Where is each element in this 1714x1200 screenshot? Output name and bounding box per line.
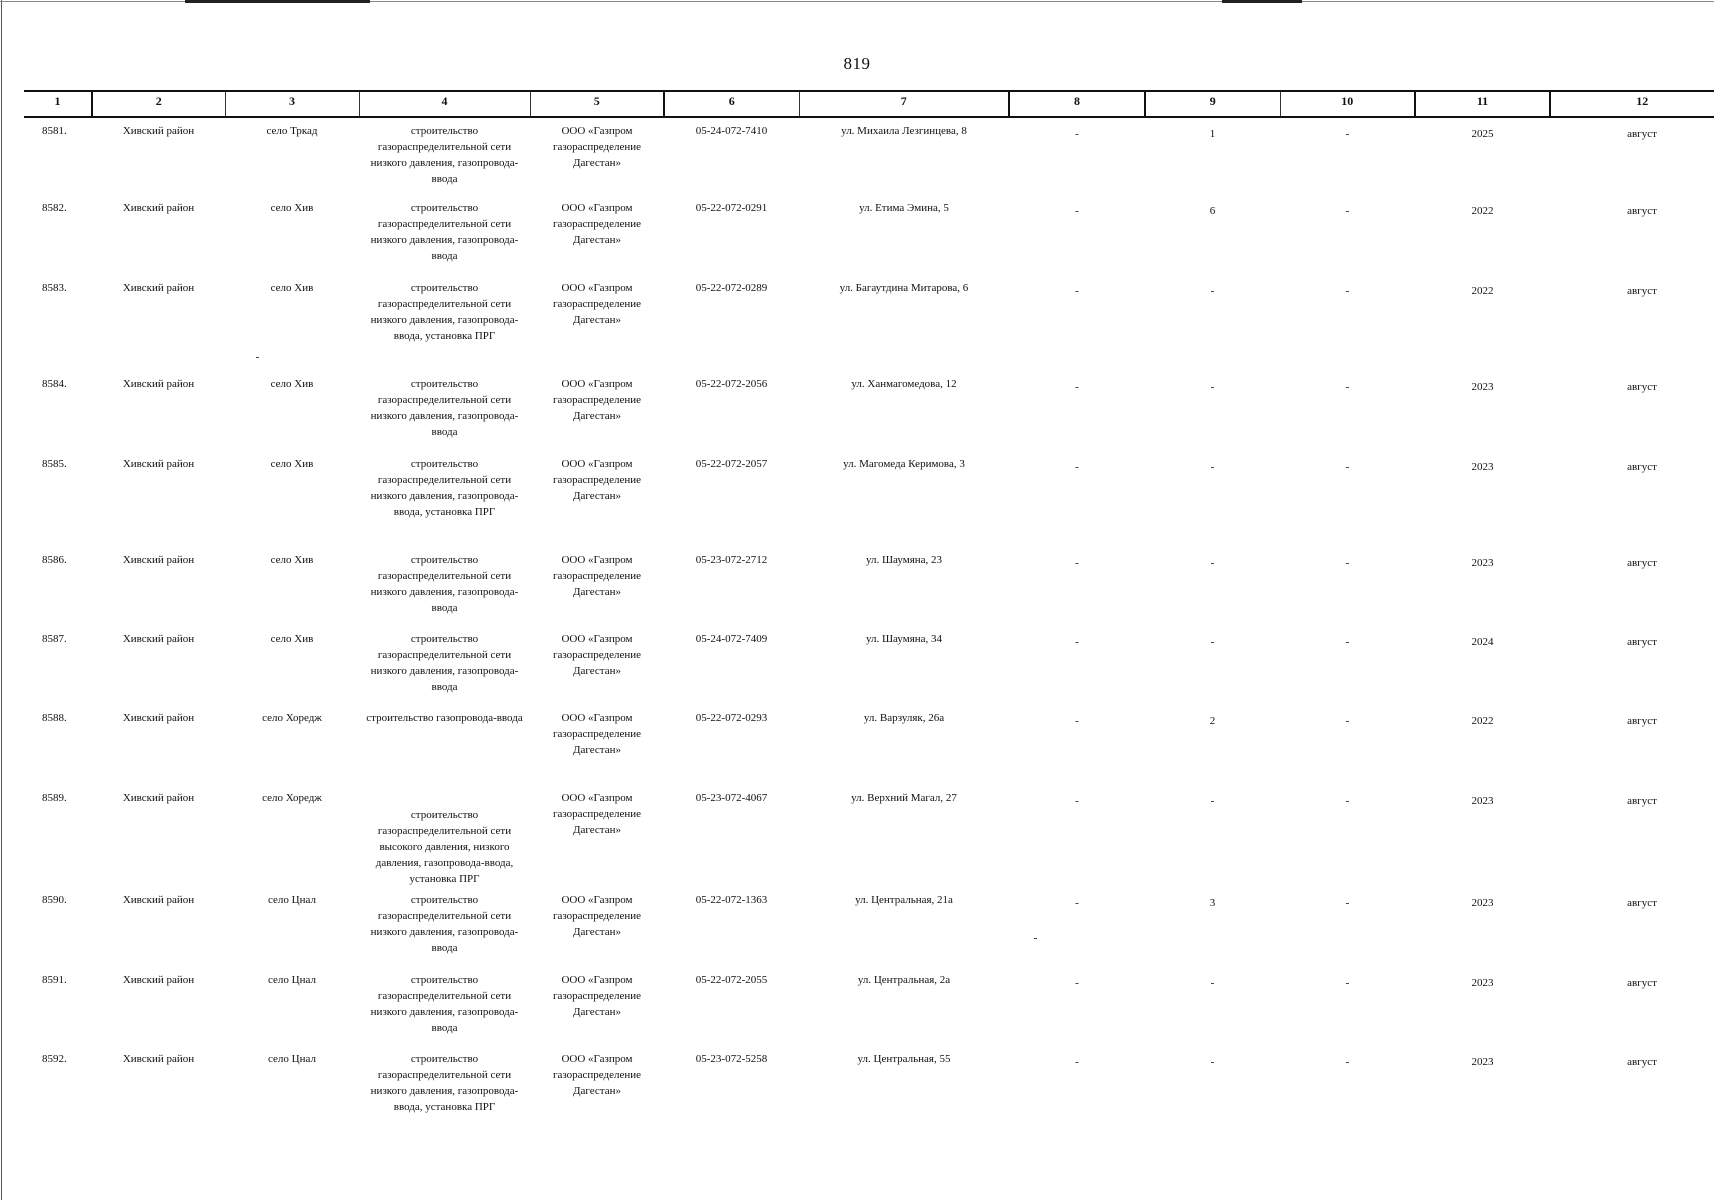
work-description: строительство газораспределительной сети низкого давления, газопровода-ввода — [370, 202, 519, 262]
col9-value: 6 — [1209, 205, 1216, 217]
address: ул. Центральная, 21а — [855, 894, 953, 906]
district: Хивский район — [122, 792, 195, 804]
work-description: строительство газораспределительной сети низкого давления, газопровода-ввода — [370, 633, 519, 693]
col-header-8: 8 — [1009, 91, 1145, 117]
district: Хивский район — [122, 712, 195, 724]
table-row — [24, 626, 1714, 705]
district: Хивский район — [122, 282, 195, 294]
row-number: 8583. — [42, 282, 67, 294]
col10-value: - — [1345, 715, 1350, 727]
organization: ООО «Газпром газораспределение Дагестан» — [552, 712, 642, 756]
address: ул. Багаутдина Митарова, 6 — [839, 282, 969, 294]
settlement: село Хив — [270, 633, 314, 645]
month: август — [1627, 715, 1657, 727]
col-header-10: 10 — [1280, 91, 1415, 117]
row-number: 8585. — [42, 458, 67, 470]
object-code: 05-23-072-4067 — [695, 792, 768, 804]
row-number: 8589. — [42, 792, 67, 804]
address: ул. Магомеда Керимова, 3 — [843, 458, 965, 470]
settlement: село Хив — [270, 554, 314, 566]
year: 2023 — [1471, 977, 1494, 989]
month: август — [1627, 977, 1657, 989]
month: август — [1627, 461, 1657, 473]
month: август — [1627, 1056, 1657, 1068]
object-code: 05-23-072-5258 — [695, 1053, 768, 1065]
settlement: село Хив — [270, 202, 314, 214]
year: 2023 — [1471, 461, 1494, 473]
year: 2022 — [1471, 205, 1494, 217]
year: 2023 — [1471, 897, 1494, 909]
district: Хивский район — [122, 894, 195, 906]
row-number: 8582. — [42, 202, 67, 214]
col10-value: - — [1345, 897, 1350, 909]
settlement: село Хоредж — [262, 792, 322, 804]
month: август — [1627, 285, 1657, 297]
col-header-6: 6 — [664, 91, 799, 117]
table-row — [24, 547, 1714, 626]
col9-value: - — [1210, 1056, 1215, 1068]
col8-value: - — [1075, 557, 1079, 569]
district: Хивский район — [122, 458, 195, 470]
work-description: строительство газораспределительной сети низкого давления, газопровода-ввода — [370, 974, 519, 1034]
col10-value: - — [1345, 1056, 1350, 1068]
work-description: строительство газораспределительной сети низкого давления, газопровода-ввода — [370, 894, 519, 954]
month: август — [1627, 636, 1657, 648]
scan-border-left — [1, 0, 2, 1200]
object-code: 05-22-072-0289 — [695, 282, 768, 294]
organization: ООО «Газпром газораспределение Дагестан» — [552, 125, 642, 169]
row-number: 8584. — [42, 378, 67, 390]
year: 2023 — [1471, 1056, 1494, 1068]
settlement: село Цнал — [268, 974, 316, 986]
table-row — [24, 887, 1714, 967]
col8-value: - — [1075, 461, 1079, 473]
month: август — [1627, 557, 1657, 569]
month: август — [1627, 381, 1657, 393]
month: август — [1627, 897, 1657, 909]
col9-value: - — [1210, 977, 1215, 989]
organization: ООО «Газпром газораспределение Дагестан» — [552, 894, 642, 938]
district: Хивский район — [122, 633, 195, 645]
row-number: 8586. — [42, 554, 67, 566]
col-header-5: 5 — [530, 91, 664, 117]
header-row — [24, 91, 1714, 117]
month: август — [1627, 795, 1657, 807]
settlement: село Цнал — [268, 894, 316, 906]
organization: ООО «Газпром газораспределение Дагестан» — [552, 554, 642, 598]
table-row — [24, 275, 1714, 371]
year: 2023 — [1471, 795, 1494, 807]
col9-value: - — [1210, 461, 1215, 473]
col-header-12: 12 — [1550, 91, 1714, 117]
col8-value: - — [1075, 285, 1079, 297]
settlement: село Хив — [270, 378, 314, 390]
col10-value: - — [1345, 977, 1350, 989]
address: ул. Михаила Лезгинцева, 8 — [841, 125, 967, 137]
work-description: строительство газопровода-ввода — [366, 712, 523, 724]
address: ул. Ханмагомедова, 12 — [851, 378, 957, 390]
work-description: строительство газораспределительной сети низкого давления, газопровода-ввода — [370, 125, 519, 185]
district: Хивский район — [122, 554, 195, 566]
col8-value: - — [1075, 795, 1079, 807]
object-code: 05-22-072-2055 — [695, 974, 768, 986]
organization: ООО «Газпром газораспределение Дагестан» — [552, 633, 642, 677]
col-header-9: 9 — [1145, 91, 1280, 117]
col10-value: - — [1345, 381, 1350, 393]
table-row — [24, 451, 1714, 547]
col8-value: - — [1075, 205, 1079, 217]
organization: ООО «Газпром газораспределение Дагестан» — [552, 974, 642, 1018]
table-row — [24, 967, 1714, 1046]
col9-value: - — [1210, 557, 1215, 569]
object-code: 05-22-072-2057 — [695, 458, 768, 470]
table-row — [24, 785, 1714, 887]
col10-value: - — [1345, 795, 1350, 807]
object-code: 05-24-072-7409 — [695, 633, 768, 645]
settlement: село Цнал — [268, 1053, 316, 1065]
work-description: строительство газораспределительной сети низкого давления, газопровода-ввода, установка ПРГ — [370, 282, 519, 342]
col10-value: - — [1345, 205, 1350, 217]
year: 2022 — [1471, 285, 1494, 297]
page-number: 819 — [843, 54, 871, 73]
col9-value: - — [1210, 636, 1215, 648]
table-row — [24, 195, 1714, 275]
row-number: 8587. — [42, 633, 67, 645]
district: Хивский район — [122, 1053, 195, 1065]
year: 2023 — [1471, 557, 1494, 569]
settlement: село Хоредж — [262, 712, 322, 724]
col9-value: 1 — [1209, 128, 1216, 140]
row-number: 8588. — [42, 712, 67, 724]
address: ул. Центральная, 55 — [857, 1053, 951, 1065]
object-code: 05-24-072-7410 — [695, 125, 768, 137]
work-description: строительство газораспределительной сети низкого давления, газопровода-ввода, установка ПРГ — [370, 458, 519, 518]
col8-value: - — [1075, 897, 1079, 909]
table-row — [24, 1046, 1714, 1142]
col8-value: - — [1075, 381, 1079, 393]
col-header-1: 1 — [24, 91, 92, 117]
col8-value: - — [1075, 977, 1079, 989]
work-description: строительство газораспределительной сети низкого давления, газопровода-ввода — [370, 378, 519, 438]
address: ул. Етима Эмина, 5 — [859, 202, 949, 214]
col9-value: - — [1210, 381, 1215, 393]
work-description: строительство газораспределительной сети низкого давления, газопровода-ввода — [370, 554, 519, 614]
organization: ООО «Газпром газораспределение Дагестан» — [552, 202, 642, 246]
col10-value: - — [1345, 461, 1350, 473]
col-header-4: 4 — [359, 91, 530, 117]
district: Хивский район — [122, 974, 195, 986]
col10-value: - — [1345, 557, 1350, 569]
work-description: строительство газораспределительной сети низкого давления, газопровода-ввода, установка ПРГ — [370, 1053, 519, 1113]
col-header-11: 11 — [1415, 91, 1550, 117]
object-code: 05-23-072-2712 — [695, 554, 768, 566]
settlement: село Хив — [270, 282, 314, 294]
col8-value: - — [1075, 636, 1079, 648]
col10-value: - — [1345, 285, 1350, 297]
address: ул. Варзуляк, 26а — [863, 712, 945, 724]
col8-value: - — [1075, 1056, 1079, 1068]
address: ул. Шаумяна, 34 — [865, 633, 943, 645]
year: 2022 — [1471, 715, 1494, 727]
year: 2023 — [1471, 381, 1494, 393]
month: август — [1627, 128, 1657, 140]
scan-mark — [185, 0, 370, 3]
object-code: 05-22-072-0291 — [695, 202, 768, 214]
organization: ООО «Газпром газораспределение Дагестан» — [552, 282, 642, 326]
row-number: 8591. — [42, 974, 67, 986]
district: Хивский район — [122, 125, 195, 137]
address: ул. Верхний Магал, 27 — [851, 792, 957, 804]
registry-table — [24, 90, 1714, 1142]
organization: ООО «Газпром газораспределение Дагестан» — [552, 792, 642, 836]
settlement: село Хив — [270, 458, 314, 470]
col9-value: - — [1210, 795, 1215, 807]
col8-value: - — [1075, 128, 1079, 140]
col10-value: - — [1345, 128, 1350, 140]
district: Хивский район — [122, 202, 195, 214]
col10-value: - — [1345, 636, 1350, 648]
object-code: 05-22-072-0293 — [695, 712, 768, 724]
organization: ООО «Газпром газораспределение Дагестан» — [552, 378, 642, 422]
district: Хивский район — [122, 378, 195, 390]
work-description: строительство газораспределительной сети высокого давления, низкого давления, газопровода-ввода, установка ПРГ — [375, 809, 514, 885]
table-row — [24, 371, 1714, 451]
object-code: 05-22-072-1363 — [695, 894, 768, 906]
row-number: 8581. — [42, 125, 67, 137]
col-header-3: 3 — [225, 91, 359, 117]
organization: ООО «Газпром газораспределение Дагестан» — [552, 1053, 642, 1097]
year: 2024 — [1471, 636, 1494, 648]
col9-value: - — [1210, 285, 1215, 297]
table-row — [24, 117, 1714, 195]
month: август — [1627, 205, 1657, 217]
year: 2025 — [1471, 128, 1494, 140]
address: ул. Шаумяна, 23 — [865, 554, 943, 566]
row-number: 8592. — [42, 1053, 67, 1065]
object-code: 05-22-072-2056 — [695, 378, 768, 390]
settlement: село Тркад — [266, 125, 318, 137]
col9-value: 3 — [1209, 897, 1216, 909]
address: ул. Центральная, 2а — [857, 974, 951, 986]
col-header-7: 7 — [799, 91, 1009, 117]
organization: ООО «Газпром газораспределение Дагестан» — [552, 458, 642, 502]
col8-value: - — [1075, 715, 1079, 727]
table-row — [24, 705, 1714, 785]
col-header-2: 2 — [92, 91, 225, 117]
row-number: 8590. — [42, 894, 67, 906]
col9-value: 2 — [1209, 715, 1216, 727]
scan-mark — [1222, 0, 1302, 3]
